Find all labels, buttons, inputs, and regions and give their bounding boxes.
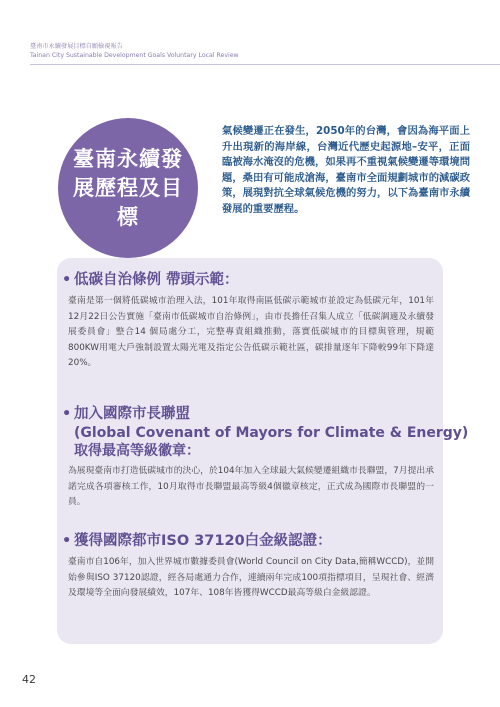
- section-heading: [62, 405, 468, 424]
- section-iso-37120: [62, 532, 434, 602]
- bullet-icon: •: [62, 406, 72, 422]
- section-body: 臺南是第一個將低碳城市治理入法，101年取得南區低碳示範城市並設定為低碳元年，101年12月22日公告實施「臺南市低碳城市自治條例」，由市長擔任召集人成立「低碳調適及永續發展委員會」整合14 個局處分工，完整專責組織推動，落實低碳城市的目標與管理，規範800KW用電大戶強制設置太陽光電及指定公告低碳示範社區，碳排量逐年下降較99年下降達20%。: [68, 296, 434, 368]
- section-heading-text: 低碳自治條例 帶頭示範：: [74, 272, 239, 288]
- header-title-zh: 臺南市永續發展目標自願檢視報告: [30, 43, 123, 50]
- bullet-icon: •: [62, 272, 72, 288]
- section-heading: [62, 271, 434, 290]
- page-number: 42: [22, 673, 36, 686]
- intro-paragraph: 氣候變遷正在發生，2050年的台灣，會因為海平面上升出現新的海岸線，台灣近代歷史起源地–安平，正面臨被海水淹沒的危機，如果再不重視氣候變遷等環境問題，桑田有可能成滄海，臺南市全面規劃城市的減碳政策，展現對抗全球氣候危機的努力，以下為臺南市永續發展的重要歷程。: [222, 125, 470, 215]
- section-heading-text: 加入國際市長聯盟: [74, 406, 190, 422]
- header-title-en: Tainan City Sustainable Development Goals Voluntary Local Review: [30, 52, 239, 59]
- title-circle: [58, 118, 198, 258]
- section-subheading: (Global Covenant of Mayors for Climate & Energy) 取得最高等級徽章：: [74, 425, 469, 459]
- section-body: 臺南市自106年，加入世界城市數據委員會(World Council on City Data,簡稱WCCD)，並開始參與ISO 37120認證，經各局處通力合作，連續兩年完成100項指標項目，呈現社會、經濟及環境等全面向發展績效，107年、108年皆獲得WCCD最高等級白金級認證。: [68, 557, 434, 598]
- section-low-carbon: [62, 271, 434, 372]
- report-header: [30, 42, 239, 60]
- section-body: 為展現臺南市打造低碳城市的決心，於104年加入全球最大氣候變遷組織市長聯盟，7月提出承諾完成各項審核工作，10月取得市長聯盟最高等級4個徽章核定，正式成為國際市長聯盟的一員。: [68, 466, 434, 507]
- section-heading-text: 獲得國際都市ISO 37120白金級認證：: [74, 533, 332, 549]
- section-covenant-of-mayors: [62, 405, 468, 511]
- header-divider: [30, 64, 500, 65]
- bullet-icon: •: [62, 533, 72, 549]
- page-title: 臺南永續發展歷程及目標: [73, 146, 183, 229]
- section-heading: [62, 532, 434, 551]
